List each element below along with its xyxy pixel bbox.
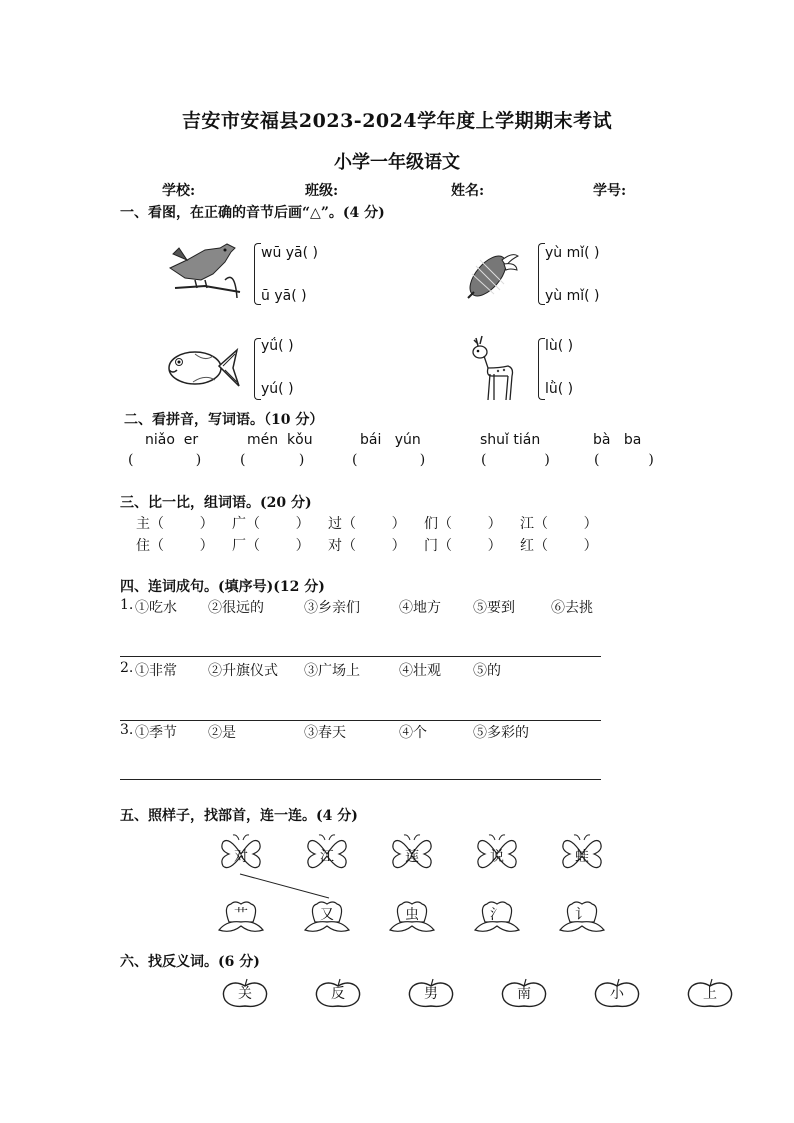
- page-title: 吉安市安福县2023-2024学年度上学期期末考试: [181, 110, 613, 132]
- q4-s2-word: ③广场上: [304, 663, 360, 679]
- q6-word[interactable]: 男: [424, 986, 438, 1002]
- q5-char[interactable]: 对: [234, 849, 248, 865]
- deer-option-2: lǜ( ): [545, 381, 574, 397]
- q4-s1-word: ③乡亲们: [304, 600, 360, 616]
- q4-s1-word: ④地方: [399, 600, 441, 616]
- q5-char[interactable]: 江: [320, 849, 334, 865]
- q3-row1-item[interactable]: 过（ ）: [328, 516, 406, 532]
- q4-s1-word: ②很远的: [208, 600, 264, 616]
- q4-s3-word: ⑤多彩的: [473, 725, 529, 741]
- q3-row1-item[interactable]: 江（ ）: [520, 516, 598, 532]
- bird-option-2: ū yā( ): [261, 288, 307, 304]
- q2-blank-5[interactable]: ( ): [594, 452, 654, 468]
- q4-s3-word: ①季节: [135, 725, 177, 741]
- q5-radical[interactable]: 艹: [234, 907, 248, 923]
- q4-s2-word: ④壮观: [399, 663, 441, 679]
- q4-s2-num: 2.: [120, 660, 134, 676]
- field-school: 学校:: [162, 183, 196, 199]
- q2-blank-1[interactable]: ( ): [128, 452, 202, 468]
- q4-s3-num: 3.: [120, 722, 134, 738]
- q6-word[interactable]: 南: [517, 986, 531, 1002]
- q4-s3-word: ④个: [399, 725, 427, 741]
- q2-heading: 二、看拼音，写词语。（10 分）: [124, 412, 324, 428]
- q3-row2-item[interactable]: 门（ ）: [424, 538, 502, 554]
- deer-option-1: lù( ): [545, 338, 574, 354]
- q5-char[interactable]: 莲: [405, 849, 419, 865]
- q5-radical[interactable]: 讠: [575, 907, 589, 923]
- q6-word[interactable]: 关: [238, 986, 252, 1002]
- q3-heading: 三、比一比，组词语。(20 分): [120, 495, 312, 511]
- q3-row1-item[interactable]: 主（ ）: [136, 516, 214, 532]
- q3-row2-item[interactable]: 厂（ ）: [232, 538, 310, 554]
- q5-heading: 五、照样子，找部首，连一连。(4 分): [120, 808, 358, 824]
- q6-word[interactable]: 反: [331, 986, 345, 1002]
- corn-option-2: yù mǐ( ): [545, 288, 600, 304]
- fish-option-2: yú( ): [261, 381, 294, 397]
- q2-blank-2[interactable]: ( ): [240, 452, 305, 468]
- field-class: 班级:: [305, 183, 339, 199]
- q3-row2-item[interactable]: 红（ ）: [520, 538, 598, 554]
- q4-s2-word: ①非常: [135, 663, 177, 679]
- q2-blank-3[interactable]: ( ): [352, 452, 426, 468]
- q2-pinyin-2: mén kǒu: [247, 432, 313, 448]
- q4-s3-word: ③春天: [304, 725, 346, 741]
- page-subtitle: 小学一年级语文: [334, 152, 460, 173]
- q5-radical[interactable]: 氵: [490, 907, 504, 923]
- q4-s1-word: ⑤要到: [473, 600, 515, 616]
- q1-heading: 一、看图，在正确的音节后画“△”。(4 分): [120, 205, 385, 221]
- q2-pinyin-5: bà ba: [593, 432, 642, 448]
- q2-pinyin-4: shuǐ tián: [480, 432, 541, 448]
- q3-row2-item[interactable]: 住（ ）: [136, 538, 214, 554]
- fish-option-1: yǘ( ): [261, 338, 294, 354]
- q4-s3-word: ②是: [208, 725, 236, 741]
- q5-char[interactable]: 说: [490, 849, 504, 865]
- q4-s1-num: 1.: [120, 597, 134, 613]
- q4-s2-word: ⑤的: [473, 663, 501, 679]
- q2-pinyin-1: niǎo er: [145, 432, 199, 448]
- corn-option-1: yù mǐ( ): [545, 245, 600, 261]
- q5-char[interactable]: 蛙: [575, 849, 589, 865]
- bird-option-1: wū yā( ): [261, 245, 319, 261]
- q3-row1-item[interactable]: 广（ ）: [232, 516, 310, 532]
- q3-row1-item[interactable]: 们（ ）: [424, 516, 502, 532]
- q5-radical[interactable]: 虫: [405, 907, 419, 923]
- q6-heading: 六、找反义词。(6 分): [120, 954, 260, 970]
- q5-example-link-line: [240, 874, 329, 898]
- q6-word[interactable]: 小: [610, 986, 624, 1002]
- q4-s1-word: ⑥去挑: [551, 600, 593, 616]
- q3-row2-item[interactable]: 对（ ）: [328, 538, 406, 554]
- q5-radical[interactable]: 又: [320, 907, 334, 923]
- q4-s2-word: ②升旗仪式: [208, 663, 278, 679]
- q2-pinyin-3: bái yún: [360, 432, 421, 448]
- q4-heading: 四、连词成句。(填序号)(12 分): [120, 579, 325, 595]
- q6-word[interactable]: 上: [703, 986, 717, 1002]
- q2-blank-4[interactable]: ( ): [481, 452, 550, 468]
- field-name: 姓名:: [451, 183, 485, 199]
- field-number: 学号:: [593, 183, 627, 199]
- q4-s1-word: ①吃水: [135, 600, 177, 616]
